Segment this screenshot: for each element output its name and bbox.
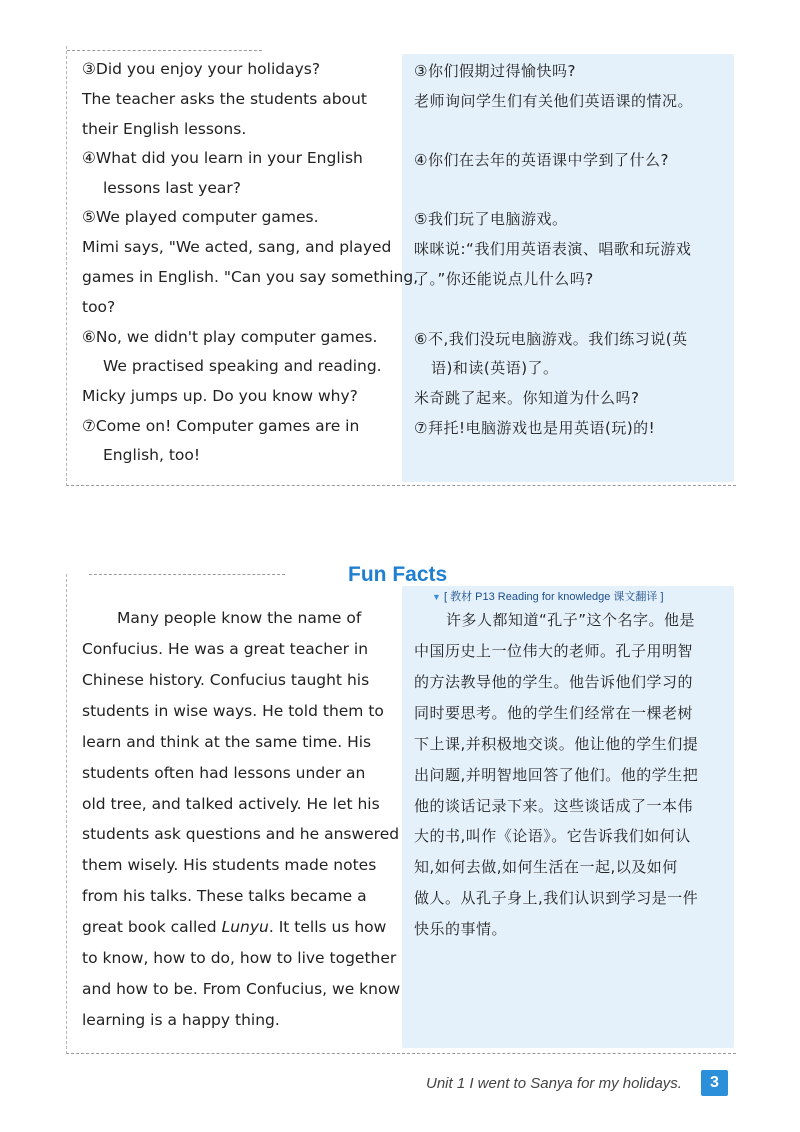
translation-line: 他的谈话记录下来。这些谈话成了一本伟 [414,797,694,815]
translation-line: 语)和读(英语)了。 [431,359,559,377]
paragraph-line: students in wise ways. He told them to [82,702,384,720]
translation-line: ③你们假期过得愉快吗? [414,62,576,80]
paragraph-line: to know, how to do, how to live together [82,949,397,967]
translation-line: 同时要思考。他的学生们经常在一棵老树 [414,704,694,722]
translation-line: 快乐的事情。 [414,920,508,938]
paragraph-line: and how to be. From Confucius, we know [82,980,401,998]
paragraph-line [82,918,386,936]
triangle-down-icon: ▼ [432,592,441,602]
dialogue-line: lessons last year? [103,179,241,197]
translation-line: 知,如何去做,如何生活在一起,以及如何 [414,858,678,876]
translation-line: 中国历史上一位伟大的老师。孔子用明智 [414,642,694,660]
note-bracket-close: ] [660,591,664,603]
dialogue-line: ⑦Come on! Computer games are in [82,417,360,435]
paragraph-text: great book called [82,918,222,936]
dialogue-line: ⑥No, we didn't play computer games. [82,328,378,346]
note-label: 课文翻译 [613,591,658,603]
paragraph-line: from his talks. These talks became a [82,887,367,905]
translation-line: ⑥不,我们没玩电脑游戏。我们练习说(英 [414,330,688,348]
dialogue-line: their English lessons. [82,120,247,138]
source-note [432,588,664,604]
translation-line: 米奇跳了起来。你知道为什么吗? [414,389,640,407]
note-source: 教材 P13 Reading for knowledge [450,591,611,603]
dialogue-line: ③Did you enjoy your holidays? [82,60,321,78]
translation-line: 下上课,并积极地交谈。他让他的学生们提 [414,735,699,753]
translation-line: 咪咪说:“我们用英语表演、唱歌和玩游戏 [414,240,692,258]
dialogue-line: We practised speaking and reading. [103,357,382,375]
paragraph-line: them wisely. His students made notes [82,856,377,874]
dialogue-line: Mimi says, "We acted, sang, and played [82,238,392,256]
paragraph-line: students often had lessons under an [82,764,366,782]
dialogue-line: ④What did you learn in your English [82,149,363,167]
translation-line: ⑦拜托!电脑游戏也是用英语(玩)的! [414,419,656,437]
note-bracket-open: [ [443,591,448,603]
unit-title: Unit 1 I went to Sanya for my holidays. [426,1075,682,1092]
paragraph-line: learn and think at the same time. His [82,733,372,751]
dialogue-line: ⑤We played computer games. [82,208,319,226]
translation-line: 出问题,并明智地回答了他们。他的学生把 [414,766,699,784]
book-title-lunyu: Lunyu [221,918,269,936]
dialogue-line: English, too! [103,446,201,464]
paragraph-line: Chinese history. Confucius taught his [82,671,370,689]
dialogue-line: too? [82,298,116,316]
paragraph-line: students ask questions and he answered [82,825,400,843]
translation-line: 许多人都知道“孔子”这个名字。他是 [446,611,696,629]
paragraph-line: learning is a happy thing. [82,1011,280,1029]
translation-line: 的方法教导他的学生。他告诉他们学习的 [414,673,694,691]
paragraph-line: Confucius. He was a great teacher in [82,640,369,658]
paragraph-line: Many people know the name of [117,609,362,627]
dialogue-line: The teacher asks the students about [82,90,367,108]
dialogue-line: Micky jumps up. Do you know why? [82,387,358,405]
translation-line: 大的书,叫作《论语》。它告诉我们如何认 [414,827,691,845]
dialogue-line: games in English. "Can you say something, [82,268,419,286]
translation-line: 了。”你还能说点儿什么吗? [414,270,594,288]
translation-line: 老师询问学生们有关他们英语课的情况。 [414,92,694,110]
translation-line: ⑤我们玩了电脑游戏。 [414,210,568,228]
fun-facts-title: Fun Facts [348,563,448,586]
paragraph-text: . It tells us how [268,918,387,936]
translation-line: 做人。从孔子身上,我们认识到学习是一件 [414,889,699,907]
paragraph-line: old tree, and talked actively. He let his [82,795,380,813]
translation-line: ④你们在去年的英语课中学到了什么? [414,151,669,169]
page-number-badge: 3 [701,1070,728,1096]
